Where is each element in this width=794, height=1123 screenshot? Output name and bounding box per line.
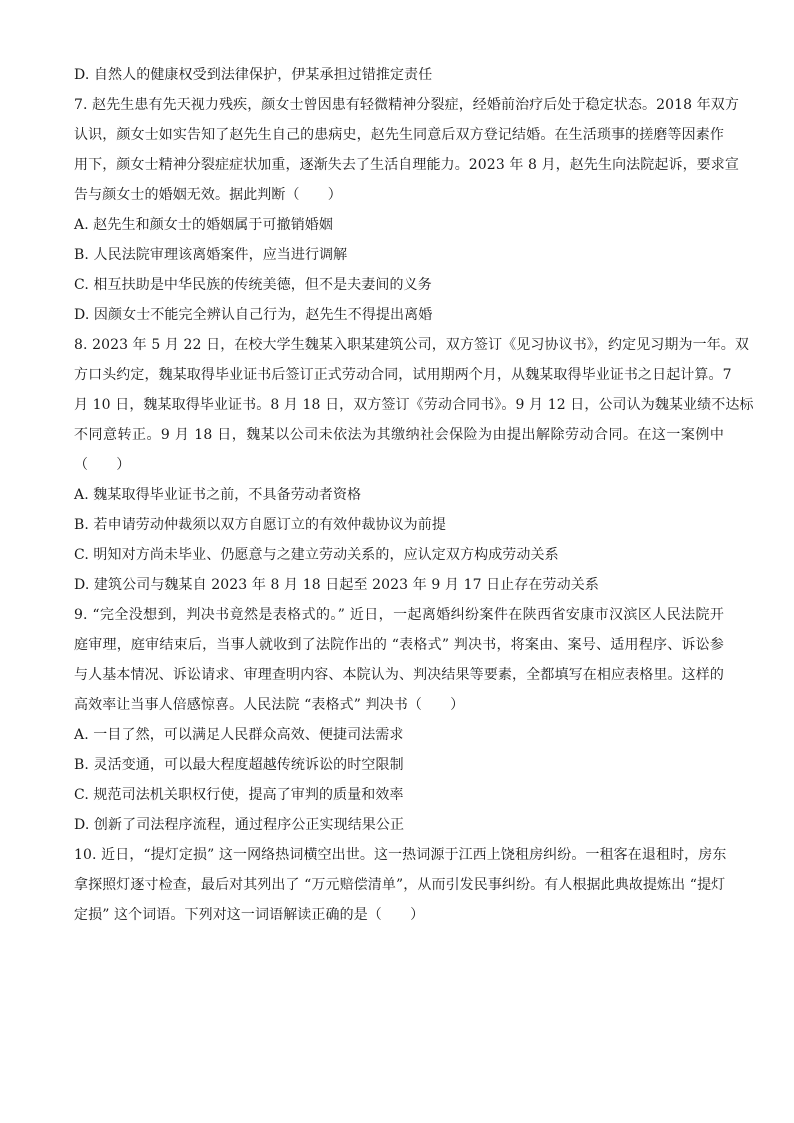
question-text-line: 与人基本情况、诉讼请求、审理查明内容、本院认为、判决结果等要素，全都填写在相应表格里。这样的 [74,667,724,683]
answer-option: D. 自然人的健康权受到法律保护，伊某承担过错推定责任 [74,67,433,83]
answer-option: B. 人民法院审理该离婚案件，应当进行调解 [74,247,348,263]
document-page [74,66,754,936]
answer-option: B. 若申请劳动仲裁须以双方自愿订立的有效仲裁协议为前提 [74,517,446,533]
answer-option: D. 建筑公司与魏某自 2023 年 8 月 18 日起至 2023 年 9 月 17 日止存在劳动关系 [74,577,599,593]
question-text-line: 10. 近日，“提灯定损” 这一网络热词横空出世。这一热词源于江西上饶租房纠纷。一租客在退租时，房东 [74,847,727,863]
answer-option: A. 魏某取得毕业证书之前，不具备劳动者资格 [74,487,362,503]
question-text-line: （ ） [74,457,131,473]
question-text-line: 庭审理，庭审结束后，当事人就收到了法院作出的 “表格式” 判决书，将案由、案号、适用程序、诉讼参 [74,637,724,653]
question-text-line: 用下，颜女士精神分裂症症状加重，逐渐失去了生活自理能力。2023 年 8 月，赵先生向法院起诉，要求宣 [74,157,739,173]
question-text-line: 方口头约定，魏某取得毕业证书后签订正式劳动合同，试用期两个月，从魏某取得毕业证书之日起计算。7 [74,367,732,383]
answer-option: D. 因颜女士不能完全辨认自己行为，赵先生不得提出离婚 [74,307,433,323]
question-text-line: 拿探照灯逐寸检查，最后对其列出了 “万元赔偿清单”，从而引发民事纠纷。有人根据此典故提炼出 “提灯 [74,877,726,893]
question-text-line: 9. “完全没想到，判决书竟然是表格式的。” 近日，一起离婚纠纷案件在陕西省安康市汉滨区人民法院开 [74,607,724,623]
answer-option: C. 规范司法机关职权行使，提高了审判的质量和效率 [74,787,404,803]
answer-option: D. 创新了司法程序流程，通过程序公正实现结果公正 [74,817,405,833]
answer-option: A. 赵先生和颜女士的婚姻属于可撤销婚姻 [74,217,334,233]
question-text-line: 定损” 这个词语。下列对这一词语解读正确的是（ ） [74,907,425,923]
document-body [74,66,754,924]
question-text-line: 认识，颜女士如实告知了赵先生自己的患病史，赵先生同意后双方登记结婚。在生活琐事的搓磨等因素作 [74,127,724,143]
question-text-line: 月 10 日，魏某取得毕业证书。8 月 18 日，双方签订《劳动合同书》。9 月 12 日，公司认为魏某业绩不达标 [74,397,754,413]
question-text-line: 8. 2023 年 5 月 22 日，在校大学生魏某入职某建筑公司，双方签订《见习协议书》，约定见习期为一年。双 [74,337,750,353]
question-text-line: 高效率让当事人倍感惊喜。人民法院 “表格式” 判决书（ ） [74,697,465,713]
answer-option: B. 灵活变通，可以最大程度超越传统诉讼的时空限制 [74,757,404,773]
answer-option: C. 明知对方尚未毕业、仍愿意与之建立劳动关系的，应认定双方构成劳动关系 [74,547,559,563]
question-text-line: 告与颜女士的婚姻无效。据此判断（ ） [74,187,342,203]
answer-option: C. 相互扶助是中华民族的传统美德，但不是夫妻间的义务 [74,277,432,293]
question-text-line: 7. 赵先生患有先天视力残疾，颜女士曾因患有轻微精神分裂症，经婚前治疗后处于稳定状态。2018 年双方 [74,97,739,113]
answer-option: A. 一目了然，可以满足人民群众高效、便捷司法需求 [74,727,404,743]
question-text-line: 不同意转正。9 月 18 日，魏某以公司未依法为其缴纳社会保险为由提出解除劳动合同。在这一案例中 [74,427,724,443]
